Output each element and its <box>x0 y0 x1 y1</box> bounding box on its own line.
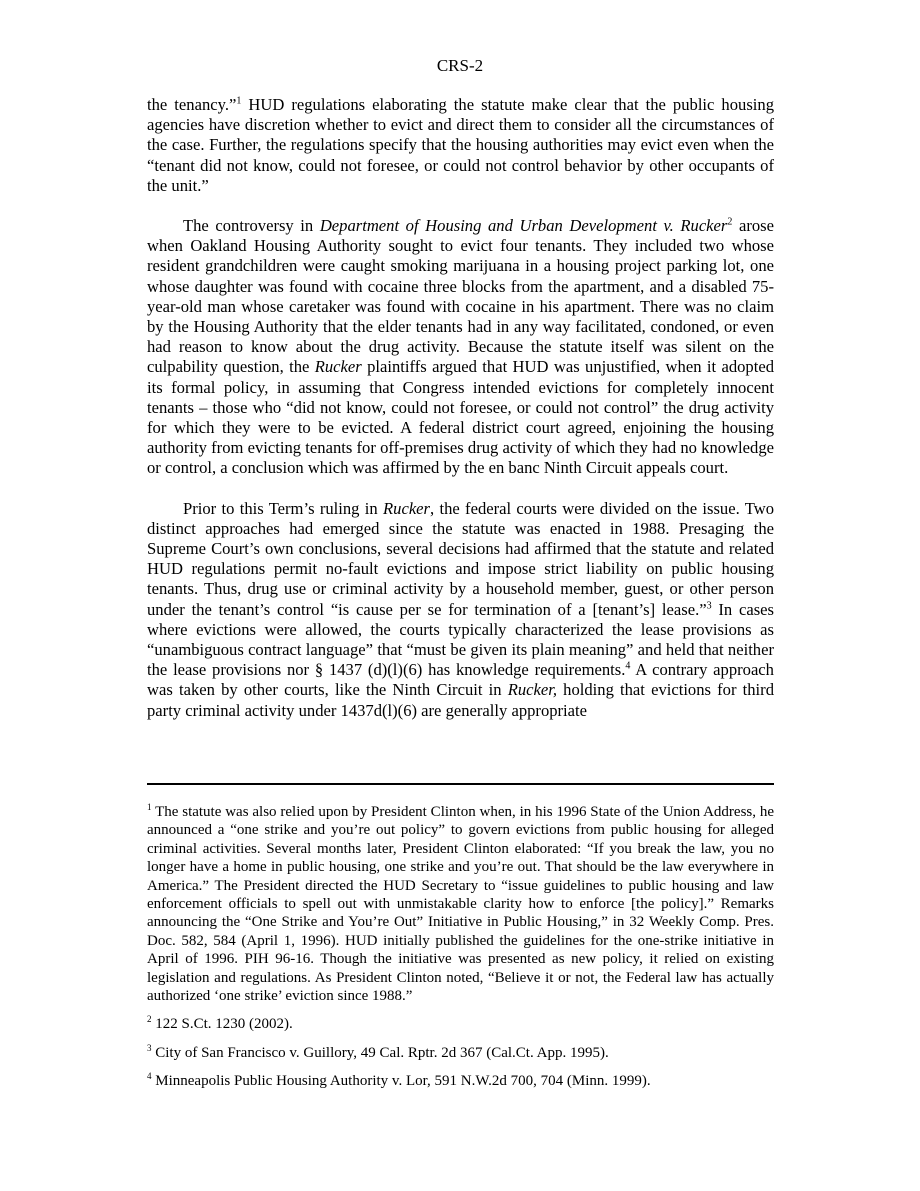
footnote-ref-3[interactable]: 3 <box>706 600 712 612</box>
paragraph-1 <box>147 95 774 196</box>
text-run: The controversy in <box>183 216 320 236</box>
case-name: Rucker <box>383 498 431 518</box>
text-run: arose when Oakland Housing Authority sought to evict four tenants. They included two whose resident grandchildren were caught smoking marijuana in a housing project parking lot, one whose daughter was found with cocaine three blocks from the apartment, and a disabled 75-year-old man whose caretaker was found with cocaine in his apartment. There was no claim by the Housing Authority that the elder tenants had in any way facilitated, condoned, or even had reason to know about the drug activity. Because the statute itself was silent on the culpability question, the <box>147 216 774 377</box>
footnote-text: Minneapolis Public Housing Authority v. Lor, 591 N.W.2d 700, 704 (Minn. 1999). <box>155 1073 651 1090</box>
footnote-4 <box>147 1072 774 1090</box>
footnote-number: 2 <box>147 1014 152 1025</box>
text-run: A contrary approach was taken by other courts, like the Ninth Circuit in <box>147 660 774 700</box>
case-name: Rucker, <box>507 680 557 700</box>
footnote-2 <box>147 1015 774 1033</box>
footnote-ref-1[interactable]: 1 <box>236 95 242 107</box>
case-name: Rucker <box>314 357 362 377</box>
footnote-text: The statute was also relied upon by President Clinton when, in his 1996 State of the Union Address, he announced a “one strike and you’re out policy” to govern evictions from public housing for alleged criminal activities. Several months later, President Clinton elaborated: “If you break the law, you no longer have a home in public housing, one strike and you’re out. That should be the law everywhere in America.” The President directed the HUD Secretary to “issue guidelines to public housing and law enforcement officials to spell out with unmistakable clarity how to enforce [the policy].” Remarks announcing the “One Strike and You’re Out” Initiative in Public Housing,” in 32 Weekly Comp. Pres. Doc. 582, 584 (April 1, 1996). HUD initially published the guidelines for the one-strike initiative in April of 1996. PIH 96-16. Though the initiative was presented as new policy, it relied on existing legislation and regulations. As President Clinton noted, “Believe it or not, the Federal law has actually authorized ‘one strike’ eviction since 1988.” <box>147 804 774 1005</box>
footnote-3 <box>147 1044 774 1062</box>
footnote-separator <box>147 783 774 785</box>
text-run: the tenancy.” <box>147 95 237 114</box>
footnote-text: 122 S.Ct. 1230 (2002). <box>155 1016 293 1033</box>
text-run: plaintiffs argued that HUD was unjustified, when it adopted its formal policy, in assuming that Congress intended evictions for completely innocent tenants – those who “did not know, could not foresee, or could not control” the drug activity for which they were to be evicted. A federal district court agreed, enjoining the housing authority from evicting tenants for off-premises drug activity of which they had no knowledge or control, a conclusion which was affirmed by the en banc Ninth Circuit appeals court. <box>147 357 774 478</box>
footnote-ref-4[interactable]: 4 <box>625 660 631 672</box>
text-run: HUD regulations elaborating the statute make clear that the public housing agencies have discretion whether to evict and direct them to consider all the circumstances of the case. Further, the regulations specify that the housing authorities may evict even when the “tenant did not know, could not foresee, or could not control behavior by other occupants of the unit.” <box>147 95 774 195</box>
text-run: Prior to this Term’s ruling in <box>183 498 384 518</box>
footnote-1 <box>147 803 774 1005</box>
text-run: holding that evictions for third party criminal activity under 1437d(l)(6) are generally appropriate <box>147 680 774 720</box>
footnote-number: 3 <box>147 1042 152 1053</box>
footnote-text: City of San Francisco v. Guillory, 49 Cal. Rptr. 2d 367 (Cal.Ct. App. 1995). <box>155 1044 609 1061</box>
footnote-ref-2[interactable]: 2 <box>727 216 733 228</box>
page-header: CRS-2 <box>436 56 484 75</box>
footnote-number: 4 <box>147 1071 152 1082</box>
paragraph-3 <box>147 499 774 721</box>
text-run: , the federal courts were divided on the issue. Two distinct approaches had emerged since the statute was enacted in 1988. Presaging the Supreme Court’s own conclusions, several decisions had affirmed that the statute and related HUD regulations permit no-fault evictions and impose strict liability on public housing tenants. Thus, drug use or criminal activity by a household member, guest, or other person under the tenant’s control “is cause per se for termination of a [tenant’s] lease.” <box>147 498 774 619</box>
paragraph-2 <box>147 216 774 479</box>
footnote-number: 1 <box>147 802 152 812</box>
text-run: In cases where evictions were allowed, the courts typically characterized the lease provisions as “unambiguous contract language” that “must be given its plain meaning” and held that neither the lease provisions nor § 1437 (d)(l)(6) has knowledge requirements. <box>147 599 774 680</box>
body-text <box>147 95 774 741</box>
footnotes <box>147 803 774 1101</box>
case-title: Department of Housing and Urban Development v. Rucker <box>319 216 728 236</box>
